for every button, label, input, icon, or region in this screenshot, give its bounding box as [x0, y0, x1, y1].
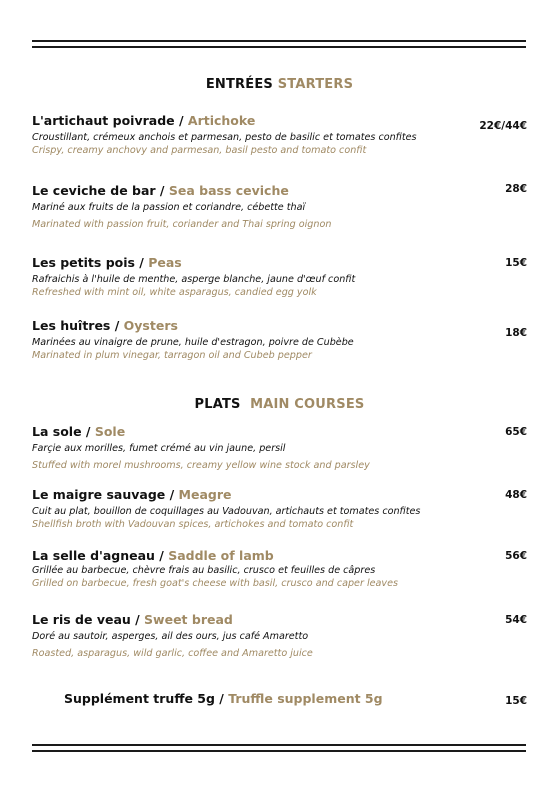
menu-item-sweet-bread — [32, 612, 526, 660]
price-peas: 15€ — [505, 257, 527, 269]
item-name-en: Saddle of lamb — [168, 548, 274, 563]
item-name-en: Sea bass ceviche — [168, 183, 289, 198]
price-sea-bass-ceviche: 28€ — [505, 183, 527, 195]
price-truffle-supplement: 15€ — [505, 695, 527, 707]
price-sole: 65€ — [505, 426, 527, 438]
item-name-en: Artichoke — [187, 113, 256, 128]
item-name-en: Oysters — [123, 318, 178, 333]
item-description-fr: Rafraichis à l'huile de menthe, asperge blanche, jaune d'œuf confit — [32, 274, 356, 285]
item-description-fr: Croustillant, crémeux anchois et parmesan, pesto de basilic et tomates confites — [32, 132, 417, 143]
item-name-fr: Les huîtres / — [32, 318, 124, 333]
menu-item-sole — [32, 424, 526, 472]
price-oysters: 18€ — [505, 327, 527, 339]
menu-item-artichoke — [32, 113, 526, 157]
item-description-en: Roasted, asparagus, wild garlic, coffee and Amaretto juice — [32, 648, 313, 659]
item-name — [32, 424, 526, 440]
menu-item-sea-bass-ceviche — [32, 183, 526, 231]
item-name-en: Sweet bread — [144, 612, 233, 627]
item-name — [32, 612, 526, 628]
menu-item-meagre — [32, 487, 526, 531]
item-description-en: Shellfish broth with Vadouvan spices, artichokes and tomato confit — [32, 519, 354, 530]
item-description-fr: Mariné aux fruits de la passion et coriandre, cébette thaï — [32, 202, 306, 213]
starters-header-en: STARTERS — [277, 77, 354, 92]
mains-header-en: MAIN COURSES — [250, 397, 365, 412]
supplement-name-fr: Supplément truffe 5g / — [64, 691, 229, 706]
item-name-en: Peas — [148, 255, 182, 270]
item-name — [32, 487, 526, 503]
item-description-fr: Marinées au vinaigre de prune, huile d'estragon, poivre de Cubèbe — [32, 337, 354, 348]
item-name-fr: Le ris de veau / — [32, 612, 145, 627]
bottom-rule-2 — [32, 750, 526, 752]
price-artichoke: 22€/44€ — [479, 120, 527, 132]
supplement-name-en: Truffle supplement 5g — [228, 691, 383, 706]
item-description-fr: Cuit au plat, bouillon de coquillages au Vadouvan, artichauts et tomates confites — [32, 506, 421, 517]
price-saddle-of-lamb: 56€ — [505, 550, 527, 562]
item-description-en: Grilled on barbecue, fresh goat's cheese with basil, crusco and caper leaves — [32, 578, 398, 589]
item-description-en: Marinated in plum vinegar, tarragon oil and Cubeb pepper — [32, 350, 312, 361]
mains-header-fr: PLATS — [194, 397, 241, 412]
mains-header — [0, 397, 559, 412]
item-name — [32, 548, 526, 564]
item-description-en: Stuffed with morel mushrooms, creamy yellow wine stock and parsley — [32, 460, 370, 471]
item-description-en: Refreshed with mint oil, white asparagus, candied egg yolk — [32, 287, 317, 298]
item-description-fr: Grillée au barbecue, chèvre frais au basilic, crusco et feuilles de câpres — [32, 565, 376, 576]
bottom-rule-1 — [32, 744, 526, 746]
item-name-fr: La selle d'agneau / — [32, 548, 169, 563]
item-name-en: Meagre — [178, 487, 232, 502]
item-name — [32, 113, 526, 129]
item-name — [32, 255, 526, 271]
price-sweet-bread: 54€ — [505, 614, 527, 626]
menu-item-oysters — [32, 318, 526, 362]
item-description-fr: Farçie aux morilles, fumet crémé au vin jaune, persil — [32, 443, 286, 454]
truffle-supplement — [64, 691, 383, 706]
item-name-fr: Les petits pois / — [32, 255, 149, 270]
menu-item-peas — [32, 255, 526, 299]
item-description-en: Crispy, creamy anchovy and parmesan, basil pesto and tomato confit — [32, 145, 367, 156]
top-rule-1 — [32, 40, 526, 42]
item-name-fr: Le maigre sauvage / — [32, 487, 179, 502]
item-name-fr: Le ceviche de bar / — [32, 183, 169, 198]
price-meagre: 48€ — [505, 489, 527, 501]
item-description-en: Marinated with passion fruit, coriander and Thai spring oignon — [32, 219, 332, 230]
item-description-fr: Doré au sautoir, asperges, ail des ours, jus café Amaretto — [32, 631, 309, 642]
starters-header-fr: ENTRÉES — [205, 77, 273, 92]
starters-header — [0, 77, 559, 92]
menu-item-saddle-of-lamb — [32, 548, 526, 590]
item-name — [32, 318, 526, 334]
item-name — [32, 183, 526, 199]
item-name-fr: L'artichaut poivrade / — [32, 113, 188, 128]
item-name-fr: La sole / — [32, 424, 95, 439]
top-rule-2 — [32, 46, 526, 48]
item-name-en: Sole — [94, 424, 126, 439]
